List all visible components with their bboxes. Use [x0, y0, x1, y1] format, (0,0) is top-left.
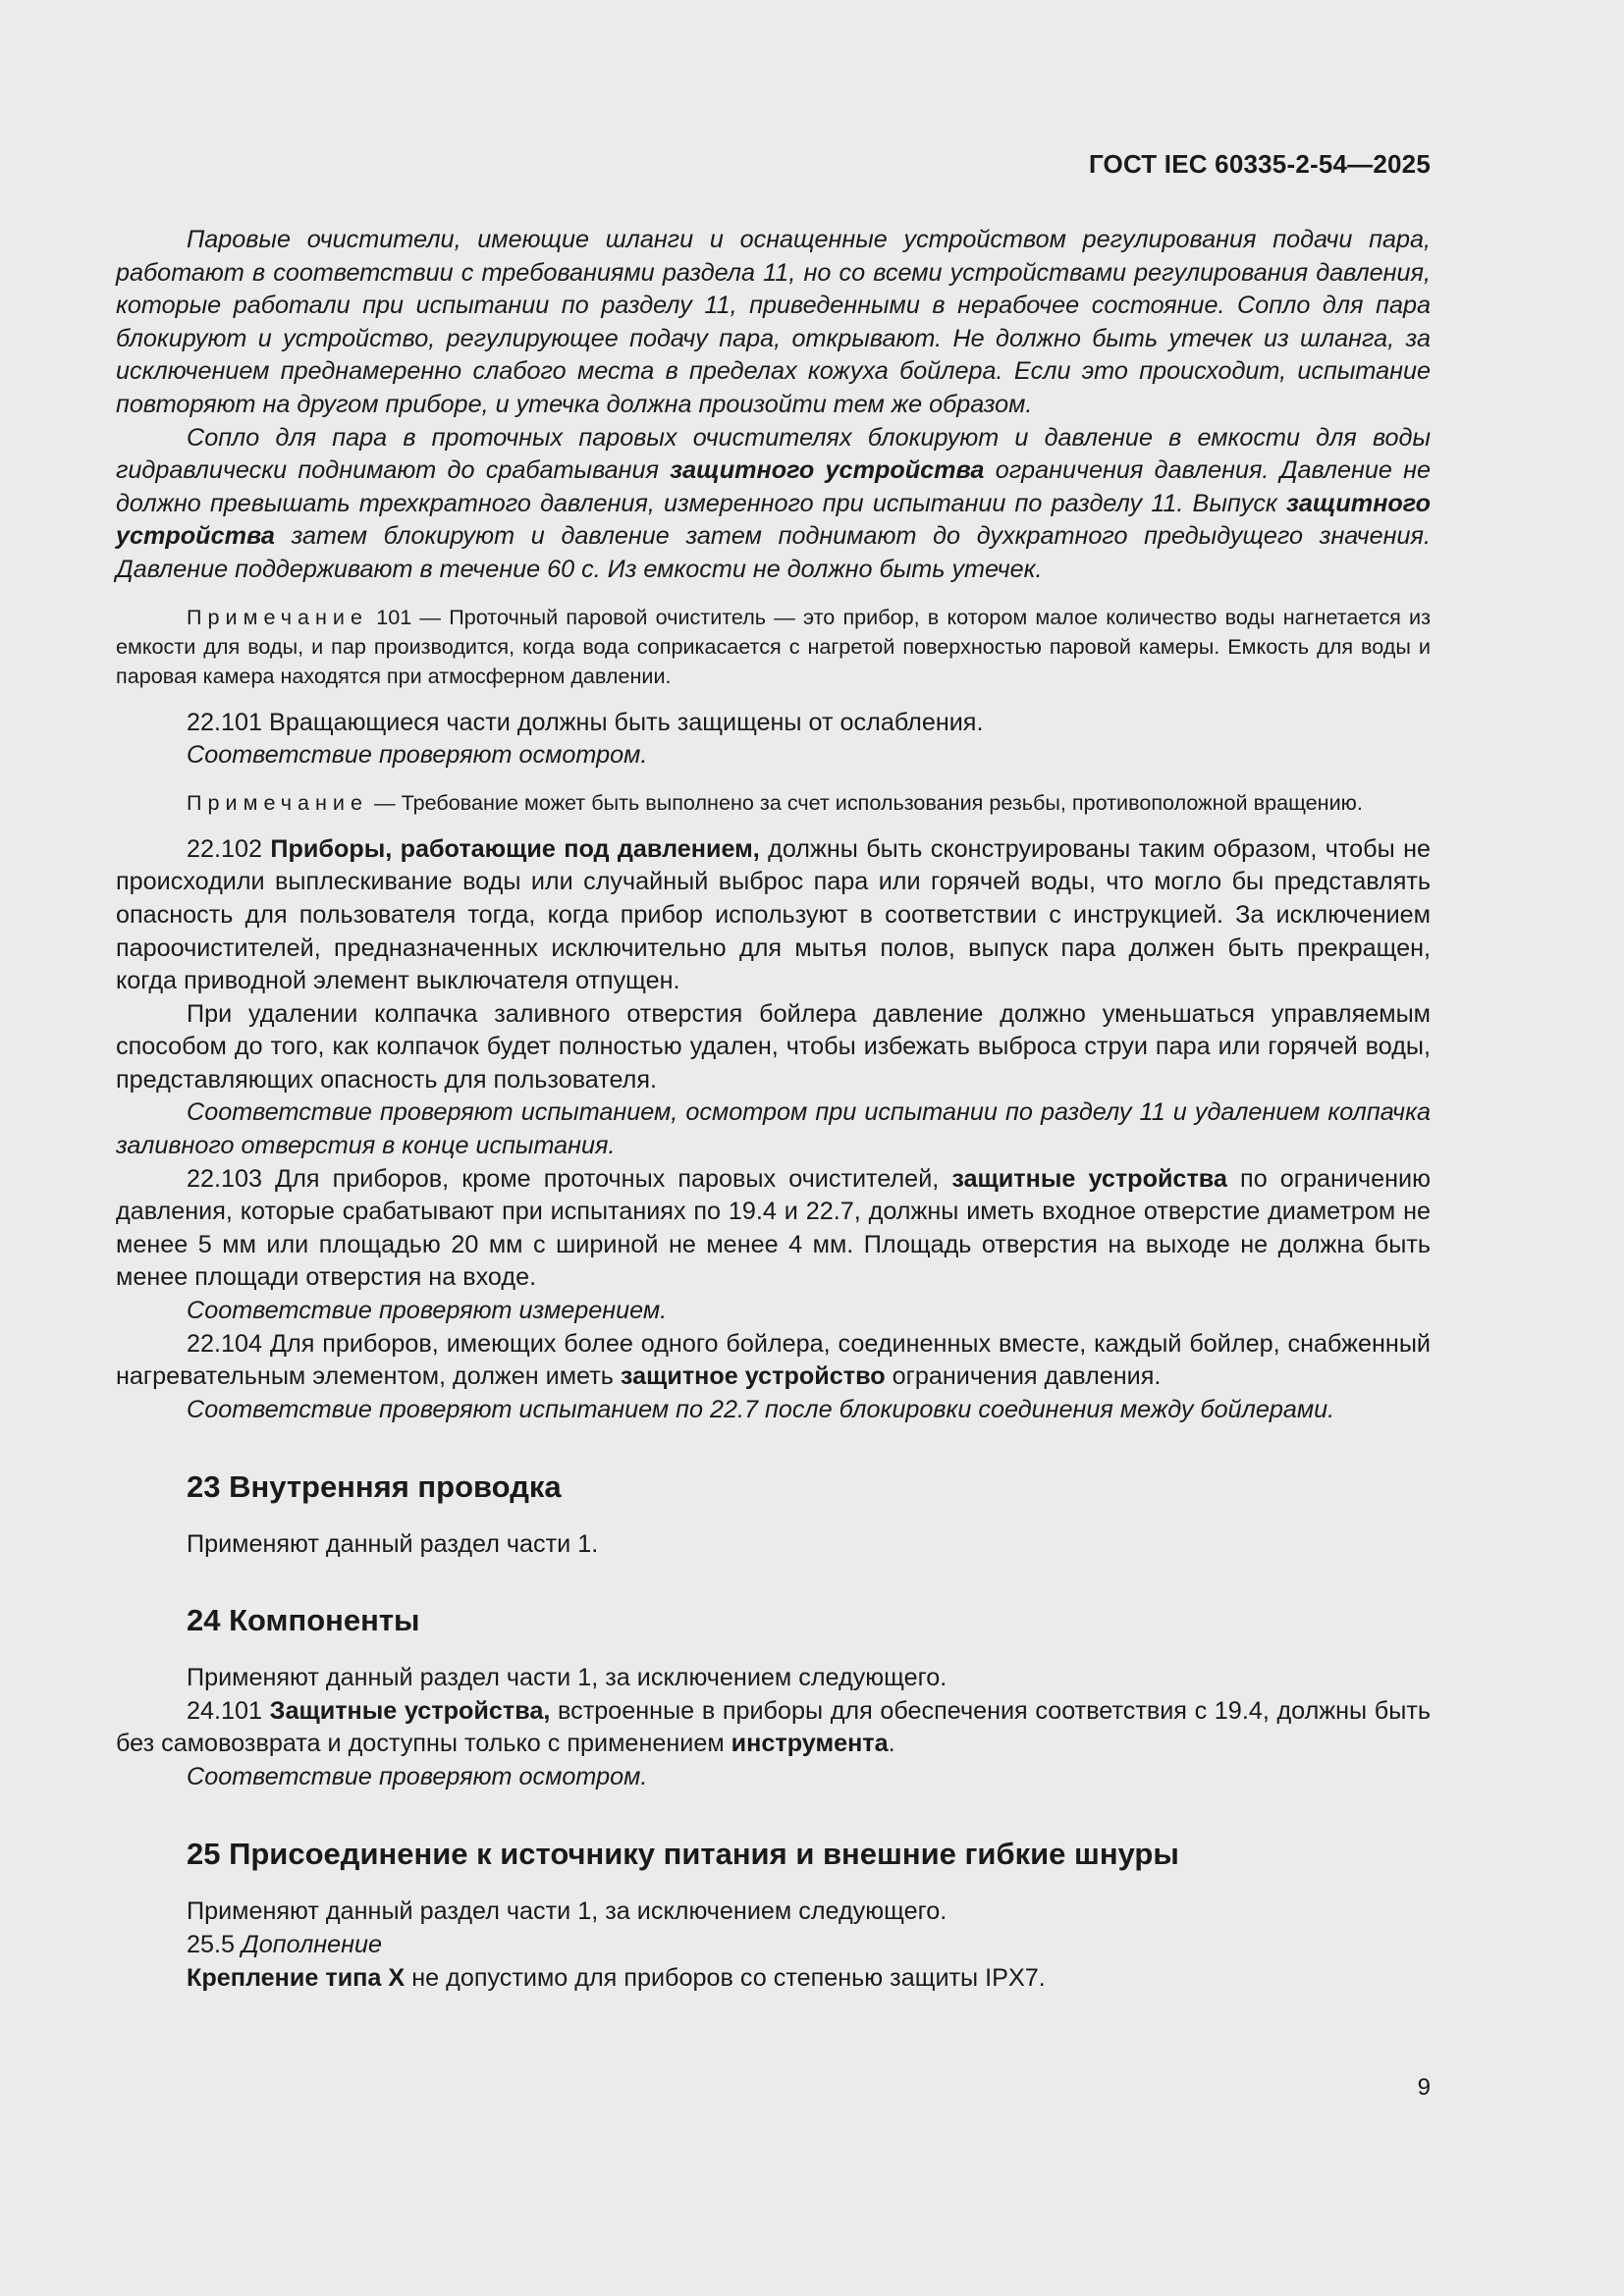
page-number: 9	[1417, 2074, 1431, 2101]
section-23-title: 23 Внутренняя проводка	[187, 1469, 562, 1505]
section-24-text: Применяют данный раздел части 1, за исключением следующего.	[187, 1664, 947, 1691]
document-id: ГОСТ IEC 60335-2-54—2025	[1088, 149, 1431, 179]
clause-25-5-text: Крепление типа X не допустимо для приборов со степенью защиты IPX7.	[187, 1963, 1046, 1992]
clause-22-103: 22.103 Для приборов, кроме проточных паровых очистителей, защитные устройства по ограничению давления, которые срабатывают при испытаниях по 19.4 и 22.7, должны иметь входное отверстие диаметром не менее 5 мм или площадью 20 мм с шириной не менее 4 мм. Площадь отверстия на выходе не должна быть менее площади отверстия на входе.	[116, 1164, 1431, 1292]
clause-22-102-cap: При удалении колпачка заливного отверстия бойлера давление должно уменьшаться управляемым способом до того, как колпачок будет полностью удален, чтобы избежать выброса струи пара или горячей воды, представляющих опасность для пользователя.	[116, 999, 1431, 1094]
section-24-title: 24 Компоненты	[187, 1603, 420, 1637]
clause-22-102: 22.102 Приборы, работающие под давлением, должны быть сконструированы таким образом, чтобы не происходили выплескивание воды или случайный выброс пара или горячей воды, что могло бы представлять опасность для пользователя тогда, когда прибор используют в соответствии с инструкцией. За исключением пароочистителей, предназначенных исключительно для мытья полов, выпуск пара должен быть прекращен, когда приводной элемент выключателя отпущен.	[116, 834, 1431, 995]
section-23-text: Применяют данный раздел части 1.	[187, 1530, 599, 1559]
clause-22-104-check: Соответствие проверяют испытанием по 22.7 после блокировки соединения между бойлерами.	[187, 1395, 1335, 1423]
paragraph-flow-cleaners: Сопло для пара в проточных паровых очистителях блокируют и давление в емкости для воды гидравлически поднимают до срабатывания защитного устройства ограничения давления. Давление не должно превышать трехкратного давления, измеренного при испытании по разделу 11. Выпуск защитного устройства затем блокируют и давление затем поднимают до духкратного предыдущего значения. Давление поддерживают в течение 60 с. Из емкости не должно быть утечек.	[116, 423, 1431, 583]
section-25-text: Применяют данный раздел части 1, за исключением следующего.	[187, 1897, 947, 1926]
clause-22-104: 22.104 Для приборов, имеющих более одного бойлера, соединенных вместе, каждый бойлер, снабженный нагревательным элементом, должен иметь защитное устройство ограничения давления.	[116, 1329, 1431, 1391]
clause-25-5: 25.5 Дополнение	[187, 1930, 383, 1958]
clause-24-101-check: Соответствие проверяют осмотром.	[187, 1762, 648, 1790]
clause-22-101: 22.101 Вращающиеся части должны быть защищены от ослабления.	[187, 708, 984, 736]
page-content	[116, 224, 1431, 1995]
section-25-title: 25 Присоединение к источнику питания и внешние гибкие шнуры	[187, 1837, 1179, 1872]
clause-22-102-check: Соответствие проверяют испытанием, осмотром при испытании по разделу 11 и удалением колпачка заливного отверстия в конце испытания.	[116, 1098, 1431, 1160]
clause-24-101: 24.101 Защитные устройства, встроенные в приборы для обеспечения соответствия с 19.4, должны быть без самовозврата и доступны только с применением инструмента.	[116, 1696, 1431, 1758]
note-101: Примечание 101 — Проточный паровой очиститель — это прибор, в котором малое количество воды нагнетается из емкости для воды, и пар производится, когда вода соприкасается с нагретой поверхностью паровой камеры. Емкость для воды и паровая камера находятся при атмосферном давлении.	[116, 604, 1431, 688]
paragraph-steam-cleaners: Паровые очистители, имеющие шланги и оснащенные устройством регулирования подачи пара, работают в соответствии с требованиями раздела 11, но со всеми устройствами регулирования давления, которые работали при испытании по разделу 11, приведенными в нерабочее состояние. Сопло для пара блокируют и устройство, регулирующее подачу пара, открывают. Не должно быть утечек из шланга, за исключением преднамеренно слабого места в пределах кожуха бойлера. Если это происходит, испытание повторяют на другом приборе, и утечка должна произойти тем же образом.	[116, 226, 1431, 418]
clause-22-101-check: Соответствие проверяют осмотром.	[187, 741, 648, 770]
clause-22-103-check: Соответствие проверяют измерением.	[187, 1297, 668, 1325]
note-22-101: Примечание — Требование может быть выполнено за счет использования резьбы, противоположной вращению.	[187, 789, 1363, 815]
